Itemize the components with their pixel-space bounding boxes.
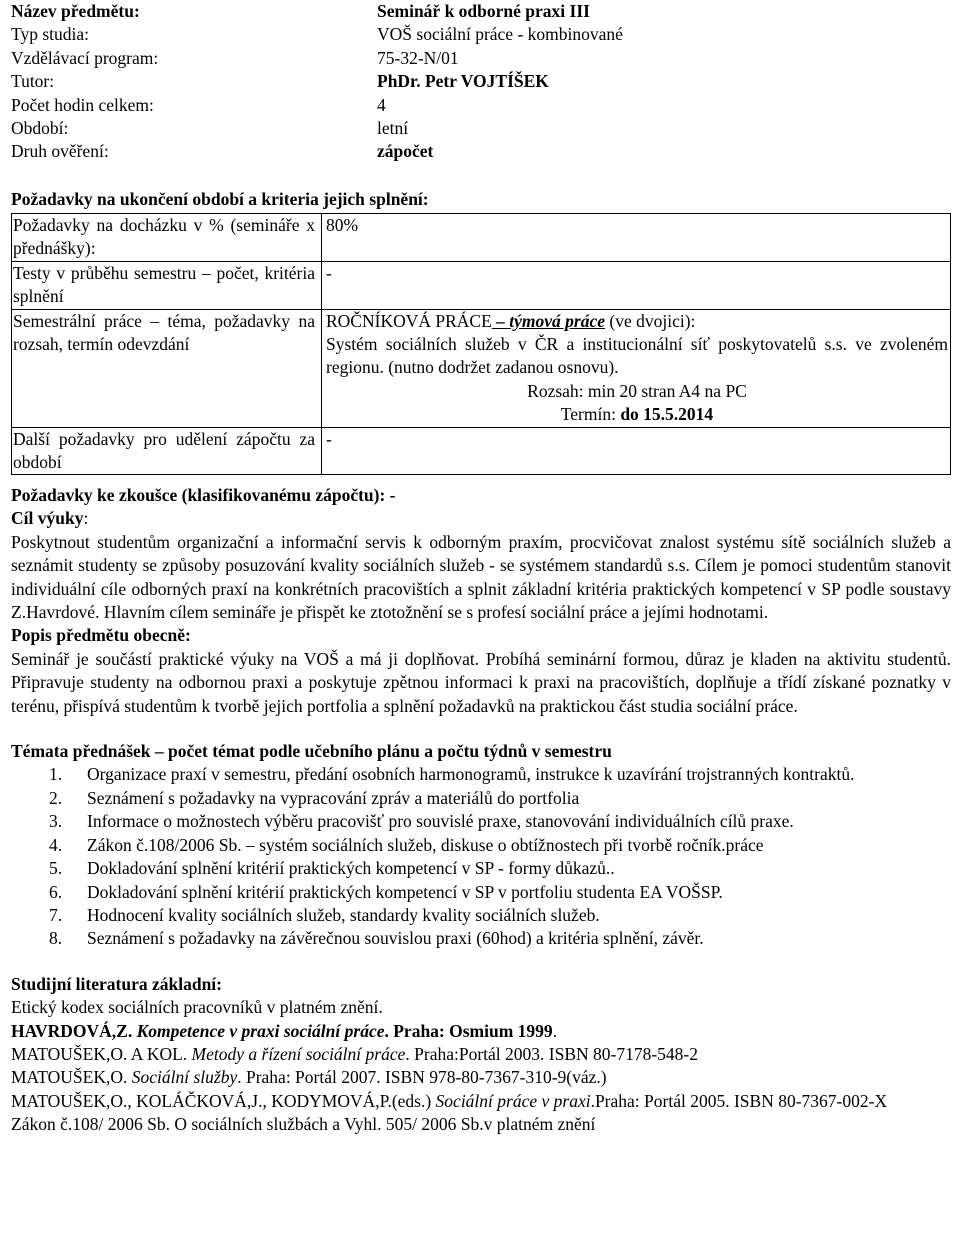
item-number: 5. — [49, 858, 63, 879]
other-row — [12, 427, 951, 475]
lit-end: . — [552, 1020, 558, 1041]
list-item — [11, 834, 951, 857]
item-number: 7. — [49, 904, 63, 925]
item-number: 8. — [49, 928, 63, 949]
literature-item — [11, 1043, 951, 1066]
tests-row — [12, 261, 951, 309]
item-text: Seznámení s požadavky na vypracování zpráv a materiálů do portfolia — [87, 787, 580, 808]
lit-publisher: . Praha:Portál 2003. ISBN 80-7178-548-2 — [405, 1043, 699, 1064]
header-value: 75-32-N/01 — [377, 47, 459, 68]
work-deadline-label: Termín: — [560, 404, 621, 425]
other-label: Další požadavky pro udělení zápočtu za období — [12, 427, 322, 475]
work-deadline — [326, 403, 948, 426]
literature-item: Etický kodex sociálních pracovníků v platném znění. — [11, 997, 383, 1018]
literature-item: Zákon č.108/ 2006 Sb. O sociálních službách a Vyhl. 505/ 2006 Sb.v platném znění — [11, 1114, 596, 1135]
list-item — [11, 857, 951, 880]
work-deadline-date: do 15.5.2014 — [620, 404, 714, 425]
requirements-table — [11, 213, 951, 475]
header-row — [11, 70, 951, 93]
header-label: Počet hodin celkem: — [11, 94, 154, 115]
header-row — [11, 47, 951, 70]
description-text: Seminář je součástí praktické výuky na VOŠ a má ji doplňovat. Probíhá seminární formou, důraz je kladen na aktivitu studentů. Připravuje studenty na odbornou praxi a poskytuje zpětnou informaci k praxi na pracovištích, doplňuje a třídí získané poznatky v terénu, přispívá studentům k tvorbě jejich portfolia a splnění požadavků na praktickou část studia sociální práce. — [11, 648, 951, 716]
content-body — [11, 484, 951, 1137]
description-title: Popis předmětu obecně: — [11, 625, 191, 646]
tests-value: - — [322, 261, 951, 309]
literature-title: Studijní literatura základní: — [11, 973, 222, 994]
item-number: 4. — [49, 834, 63, 855]
header-label: Vzdělávací program: — [11, 47, 159, 68]
header-value: letní — [377, 117, 409, 138]
lit-author: MATOUŠEK,O. A KOL. — [11, 1043, 192, 1064]
attendance-label: Požadavky na docházku v % (semináře x přednášky): — [12, 214, 322, 262]
topics-list — [11, 763, 951, 950]
header-row — [11, 23, 951, 46]
literature-item — [11, 1020, 951, 1043]
exam-requirements: Požadavky ke zkoušce (klasifikovanému zápočtu): - — [11, 485, 396, 505]
work-row — [12, 309, 951, 427]
item-text: Dokladování splnění kritérií praktických kompetencí v SP v portfoliu studenta EA VOŠSP. — [87, 881, 723, 902]
lit-publisher: . Praha: Portál 2007. ISBN 978-80-7367-310-9(váz.) — [237, 1067, 607, 1088]
attendance-row — [12, 214, 951, 262]
lit-publisher: .Praha: Portál 2005. ISBN 80-7367-002-X — [590, 1090, 888, 1111]
lit-title: Metody a řízení sociální práce — [191, 1043, 406, 1064]
item-text: Zákon č.108/2006 Sb. – systém sociálních služeb, diskuse o obtížnostech při tvorbě ročník.práce — [87, 834, 764, 855]
item-number: 6. — [49, 881, 63, 902]
work-title-pair: (ve dvojici): — [605, 310, 696, 331]
work-label: Semestrální práce – téma, požadavky na rozsah, termín odevzdání — [12, 309, 322, 427]
header-value: 4 — [377, 94, 386, 115]
lit-author: HAVRDOVÁ,Z. — [11, 1020, 137, 1041]
literature-item — [11, 1090, 951, 1113]
requirements-title: Požadavky na ukončení období a kriteria jejich splnění: — [11, 189, 429, 209]
item-text: Dokladování splnění kritérií praktických kompetencí v SP - formy důkazů.. — [87, 858, 615, 879]
header-row — [11, 0, 951, 23]
list-item — [11, 763, 951, 786]
item-text: Organizace praxí v semestru, předání osobních harmonogramů, instrukce k uzavírání trojstranných kontraktů. — [87, 764, 855, 785]
lit-title: Sociální služby — [131, 1067, 238, 1088]
goal-text: Poskytnout studentům organizační a informační servis k odborným praxím, procvičovat znalost systému sítě sociálních služeb a seznámit studenty se způsoby posuzování kvality sociálních služeb - se systémem standardů s.s. Cílem je pomoci studentům stanovit individuální cíle odborných praxí na konkrétních pracovištích a splnit základní kritéria praktických kompetencí v SP podle soustavy Z.Havrdové. Hlavním cílem semináře je přispět ke ztotožnění se s profesí sociální práce a jejími hodnotami. — [11, 531, 951, 623]
list-item — [11, 810, 951, 833]
lit-author: MATOUŠEK,O., KOLÁČKOVÁ,J., KODYMOVÁ,P.(eds.) — [11, 1090, 436, 1111]
header-row — [11, 117, 951, 140]
work-title — [326, 310, 948, 333]
header-value: PhDr. Petr VOJTÍŠEK — [377, 71, 549, 92]
item-text: Informace o možnostech výběru pracovišť pro souvislé praxe, stanovování individuálních cílů praxe. — [87, 811, 794, 832]
header-label: Druh ověření: — [11, 141, 109, 162]
header-value: VOŠ sociální práce - kombinované — [377, 24, 623, 45]
attendance-value: 80% — [322, 214, 951, 262]
lit-title: Sociální práce v praxi — [435, 1090, 591, 1111]
goal-colon: : — [83, 508, 89, 529]
item-number: 2. — [49, 787, 63, 808]
other-value: - — [322, 427, 951, 475]
header-row — [11, 140, 951, 163]
topics-title: Témata přednášek – počet témat podle učebního plánu a počtu týdnů v semestru — [11, 741, 612, 762]
header-label: Typ studia: — [11, 24, 90, 45]
item-text: Hodnocení kvality sociálních služeb, standardy kvality sociálních služeb. — [87, 904, 600, 925]
item-number: 3. — [49, 811, 63, 832]
work-description: Systém sociálních služeb v ČR a institucionální síť poskytovatelů s.s. ve zvoleném regionu. (nutno dodržet zadanou osnovu). — [326, 334, 948, 378]
course-header — [11, 0, 951, 164]
work-cell — [322, 309, 951, 427]
list-item — [11, 927, 951, 950]
header-row — [11, 94, 951, 117]
header-value: zápočet — [377, 141, 434, 162]
work-title-main: ROČNÍKOVÁ PRÁCE — [326, 310, 492, 331]
goal-title: Cíl výuky — [11, 508, 84, 529]
list-item — [11, 881, 951, 904]
item-text: Seznámení s požadavky na závěrečnou souvislou praxi (60hod) a kritéria splnění, závěr. — [87, 928, 704, 949]
lit-publisher: . Praha: Osmium 1999 — [384, 1020, 553, 1041]
header-label: Období: — [11, 117, 69, 138]
goal-heading — [11, 507, 951, 530]
work-title-team: – týmová práce — [491, 310, 606, 331]
list-item — [11, 787, 951, 810]
list-item — [11, 904, 951, 927]
work-scope: Rozsah: min 20 stran A4 na PC — [527, 380, 747, 401]
header-label: Název předmětu: — [11, 1, 140, 21]
tests-label: Testy v průběhu semestru – počet, kritéria splnění — [12, 261, 322, 309]
header-label: Tutor: — [11, 71, 55, 92]
item-number: 1. — [49, 764, 63, 785]
lit-author: MATOUŠEK,O. — [11, 1067, 132, 1088]
lit-title: Kompetence v praxi sociální práce — [136, 1020, 385, 1041]
header-value: Seminář k odborné praxi III — [377, 1, 590, 21]
literature-item — [11, 1066, 951, 1089]
